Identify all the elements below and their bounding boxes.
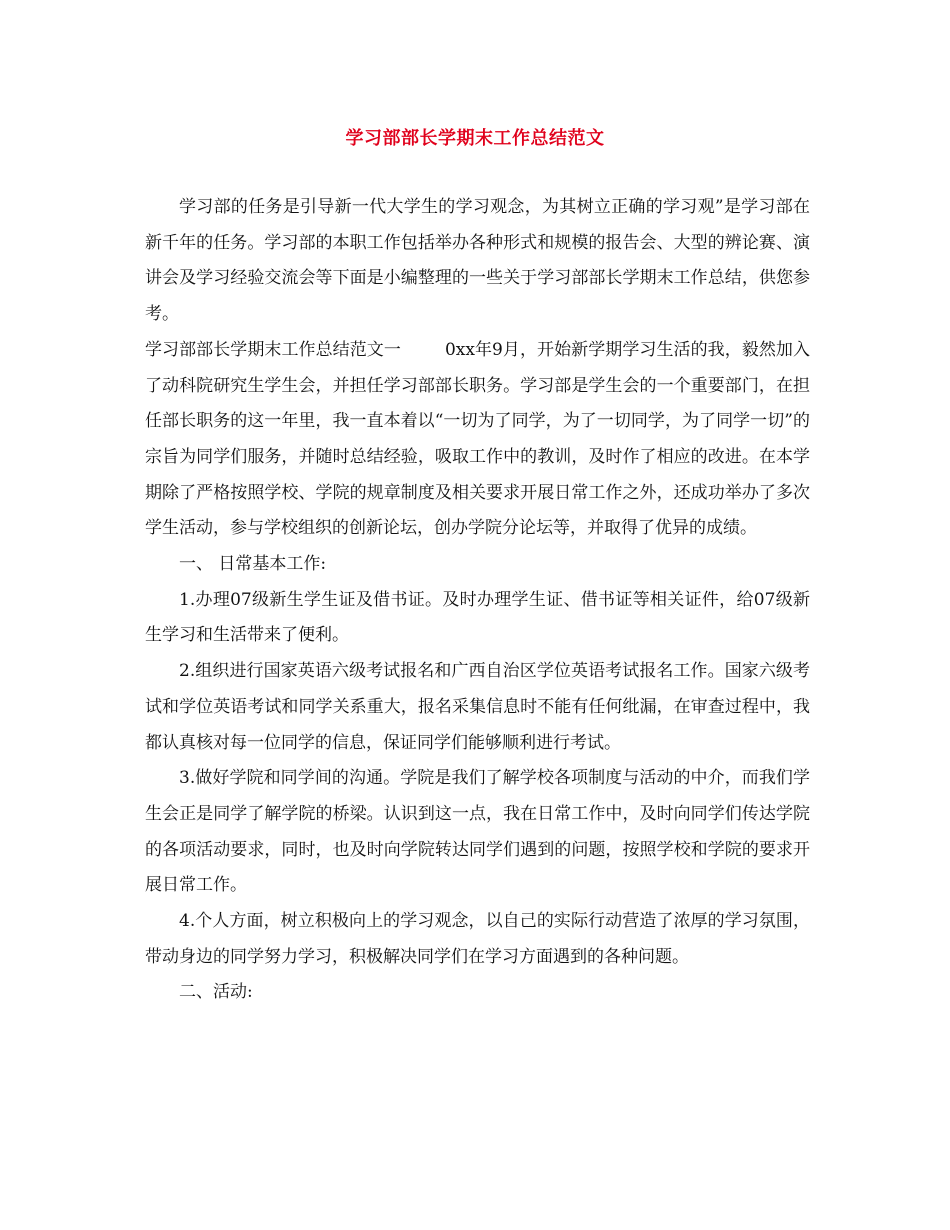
heading-activities: 二、活动: bbox=[179, 982, 253, 1003]
heading-daily-work: 一、 日常基本工作: bbox=[179, 554, 327, 575]
section-opening: 0xx年9月，开始新学期学习生活的我，毅然加入了动科院研究生学生会，并担任学习部部长职务。学习部是学生会的一个重要部门，在担任部长职务的这一年里，我一直本着以“一切为了同学，为了一切同学，为了同学一切”的宗旨为同学们服务，并随时总结经验，吸取工作中的教训，及时作了相应的改进。在本学期除了严格按照学校、学院的规章制度及相关要求开展日常工作之外，还成功举办了多次学生活动，参与学校组织的创新论坛，创办学院分论坛等，并取得了优异的成绩。 bbox=[145, 339, 810, 539]
document-body bbox=[145, 190, 810, 1011]
list-item: 2.组织进行国家英语六级考试报名和广西自治区学位英语考试报名工作。国家六级考试和学位英语考试和同学关系重大，报名采集信息时不能有任何纰漏，在审查过程中，我都认真核对每一位同学的信息，保证同学们能够顺利进行考试。 bbox=[145, 661, 810, 753]
document-title: 学习部部长学期末工作总结范文 bbox=[345, 128, 605, 149]
list-item: 1.办理07级新生学生证及借书证。及时办理学生证、借书证等相关证件，给07级新生学习和生活带来了便利。 bbox=[145, 589, 810, 646]
section-paragraph bbox=[145, 333, 810, 547]
list-item: 3.做好学院和同学间的沟通。学院是我们了解学校各项制度与活动的中介，而我们学生会正是同学了解学院的桥梁。认识到这一点，我在日常工作中，及时向同学们传达学院的各项活动要求，同时，也及时向学院转达同学们遇到的问题，按照学校和学院的要求开展日常工作。 bbox=[145, 768, 810, 896]
section-heading: 学习部部长学期末工作总结范文一 bbox=[145, 339, 401, 360]
list-item: 4.个人方面，树立积极向上的学习观念，以自己的实际行动营造了浓厚的学习氛围，带动身边的同学努力学习，积极解决同学们在学习方面遇到的各种问题。 bbox=[145, 911, 810, 967]
intro-paragraph: 学习部的任务是引导新一代大学生的学习观念，为其树立正确的学习观”是学习部在新千年的任务。学习部的本职工作包括举办各种形式和规模的报告会、大型的辨论赛、演讲会及学习经验交流会等下面是小编整理的一些关于学习部部长学期末工作总结，供您参考。 bbox=[145, 197, 810, 325]
